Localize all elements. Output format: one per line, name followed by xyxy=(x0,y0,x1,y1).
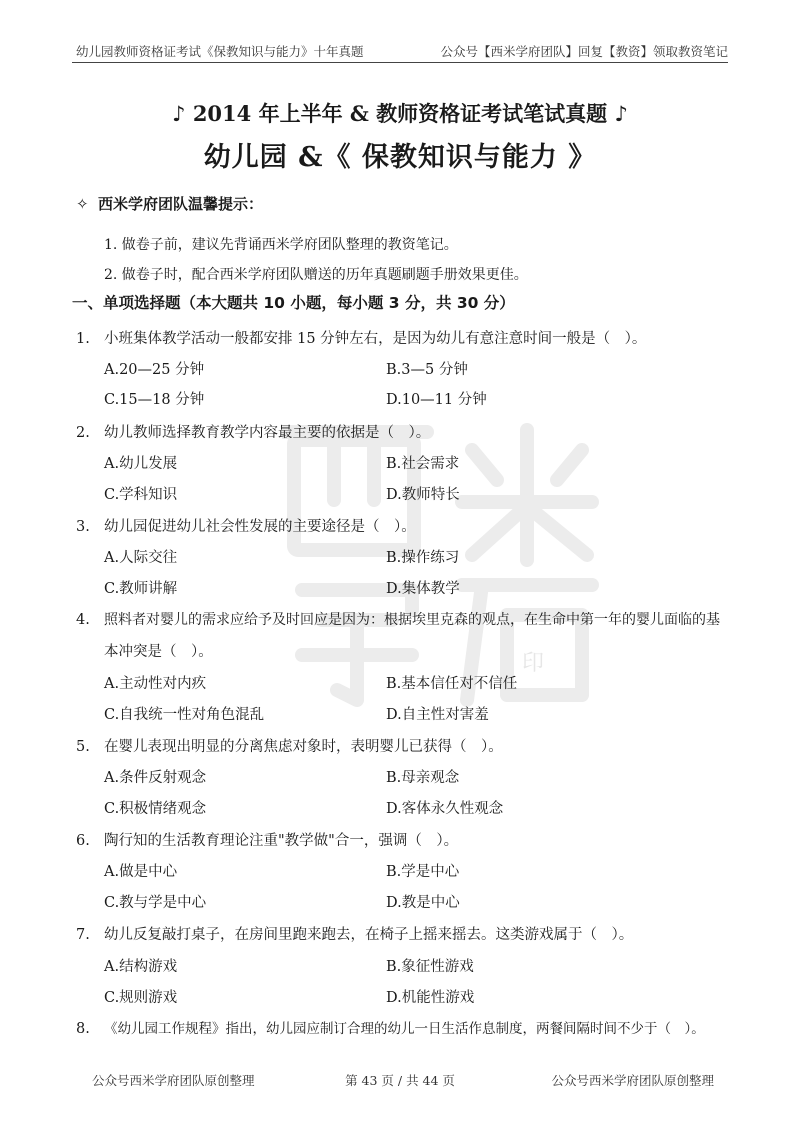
option-b: B.基本信任对不信任 xyxy=(386,676,518,692)
question-2 xyxy=(76,421,430,442)
option-b: B.社会需求 xyxy=(386,456,460,472)
question-text: 幼儿园促进幼儿社会性发展的主要途径是（ ）。 xyxy=(104,519,416,535)
question-text-continuation: 本冲突是（ ）。 xyxy=(104,644,213,660)
footer-left: 公众号西米学府团队原创整理 xyxy=(92,1073,255,1088)
question-8 xyxy=(76,1017,705,1037)
question-text: 陶行知的生活教育理论注重"教学做"合一，强调（ ）。 xyxy=(104,833,459,849)
tip-item: 1. 做卷子前，建议先背诵西米学府团队整理的教资笔记。 xyxy=(104,237,458,253)
header-divider xyxy=(72,62,728,63)
option-a: A.主动性对内疚 xyxy=(104,676,207,692)
option-d: D.集体教学 xyxy=(386,581,460,597)
question-number: 3. xyxy=(76,519,90,535)
section-title: 一、单项选择题（本大题共 10 小题，每小题 3 分，共 30 分） xyxy=(72,294,515,312)
question-7 xyxy=(76,923,633,944)
question-number: 7. xyxy=(76,927,90,943)
option-d: D.客体永久性观念 xyxy=(386,801,504,817)
option-d: D.教是中心 xyxy=(386,895,460,911)
tips-heading xyxy=(76,193,263,214)
question-text: 照料者对婴儿的需求应给予及时回应是因为：根据埃里克森的观点，在生命中第一年的婴儿面临的基 xyxy=(104,612,720,628)
tip-item: 2. 做卷子时，配合西米学府团队赠送的历年真题刷题手册效果更佳。 xyxy=(104,267,528,283)
option-d: D.10—11 分钟 xyxy=(386,392,487,408)
question-text: 幼儿教师选择教育教学内容最主要的依据是（ ）。 xyxy=(104,425,431,441)
option-c: C.自我统一性对角色混乱 xyxy=(104,707,265,723)
question-number: 4. xyxy=(76,612,90,628)
option-c: C.15—18 分钟 xyxy=(104,392,205,408)
question-text: 在婴儿表现出明显的分离焦虑对象时，表明婴儿已获得（ ）。 xyxy=(104,739,503,755)
option-c: C.积极情绪观念 xyxy=(104,801,207,817)
tips-heading-text: 西米学府团队温馨提示： xyxy=(98,195,264,213)
page-header-left: 幼儿园教师资格证考试《保教知识与能力》十年真题 xyxy=(76,44,364,59)
option-a: A.人际交往 xyxy=(104,550,178,566)
option-c: C.规则游戏 xyxy=(104,990,178,1006)
page-number: 第 43 页 / 共 44 页 xyxy=(345,1073,455,1088)
option-c: C.学科知识 xyxy=(104,487,178,503)
option-a: A.条件反射观念 xyxy=(104,770,207,786)
question-number: 6. xyxy=(76,833,90,849)
question-4 xyxy=(76,609,720,629)
question-5 xyxy=(76,735,503,756)
question-3 xyxy=(76,515,416,536)
option-a: A.20—25 分钟 xyxy=(104,362,205,378)
question-text: 幼儿反复敲打桌子，在房间里跑来跑去，在椅子上摇来摇去。这类游戏属于（ ）。 xyxy=(104,927,634,943)
exam-title: ♪ 2014 年上半年 & 教师资格证考试笔试真题 ♪ xyxy=(172,101,628,126)
question-1 xyxy=(76,327,646,348)
page-header-right: 公众号【西米学府团队】回复【教资】领取教资笔记 xyxy=(440,44,728,59)
question-number: 2. xyxy=(76,425,90,441)
option-a: A.幼儿发展 xyxy=(104,456,178,472)
option-a: A.结构游戏 xyxy=(104,959,178,975)
question-number: 1. xyxy=(76,331,90,347)
diamond-icon: ✧ xyxy=(76,195,89,213)
question-text: 小班集体教学活动一般都安排 15 分钟左右，是因为幼儿有意注意时间一般是（ ）。 xyxy=(104,331,647,347)
option-d: D.自主性对害羞 xyxy=(386,707,489,723)
option-d: D.机能性游戏 xyxy=(386,990,475,1006)
question-number: 8. xyxy=(76,1021,90,1037)
footer-right: 公众号西米学府团队原创整理 xyxy=(551,1073,714,1088)
question-6 xyxy=(76,829,458,850)
question-number: 5. xyxy=(76,739,90,755)
option-b: B.3—5 分钟 xyxy=(386,362,468,378)
svg-text:印: 印 xyxy=(521,651,545,676)
option-b: B.象征性游戏 xyxy=(386,959,474,975)
option-b: B.学是中心 xyxy=(386,864,460,880)
option-d: D.教师特长 xyxy=(386,487,460,503)
option-c: C.教师讲解 xyxy=(104,581,178,597)
option-b: B.操作练习 xyxy=(386,550,460,566)
option-a: A.做是中心 xyxy=(104,864,178,880)
subject-title: 幼儿园 &《 保教知识与能力 》 xyxy=(203,142,597,173)
option-c: C.教与学是中心 xyxy=(104,895,207,911)
question-text: 《幼儿园工作规程》指出，幼儿园应制订合理的幼儿一日生活作息制度，两餐间隔时间不少于（ ）。 xyxy=(104,1021,705,1037)
option-b: B.母亲观念 xyxy=(386,770,460,786)
